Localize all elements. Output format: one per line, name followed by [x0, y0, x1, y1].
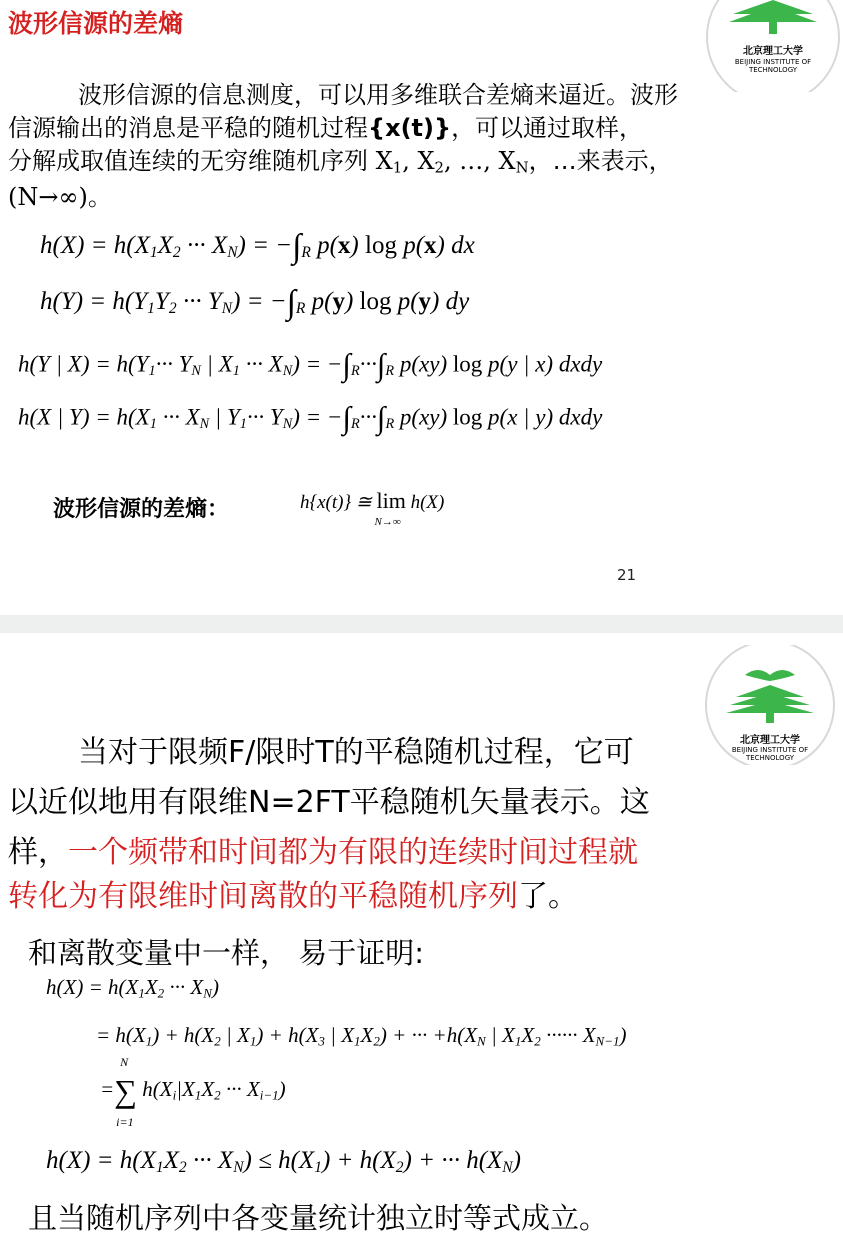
slide-separator [0, 615, 843, 633]
conclusion-line: 且当随机序列中各变量统计独立时等式成立。 [28, 1201, 609, 1235]
logo-english-line2: TECHNOLOGY [745, 754, 795, 762]
paragraph-line-4 [8, 877, 578, 917]
paragraph-line-1: 当对于限频F/限时T的平稳随机过程，它可 [78, 735, 634, 770]
slide-1 [0, 0, 843, 615]
text-run: 信源输出的消息是平稳的随机过程 [8, 114, 368, 142]
text-run: ，…来表示， [528, 147, 673, 175]
logo-university-name: 北京理工大学 [743, 46, 803, 57]
paragraph-line-1: 波形信源的信息测度，可以用多维联合差熵来逼近。波形 [78, 81, 678, 109]
process-notation: {x(t)} [368, 114, 452, 142]
university-logo [703, 0, 843, 92]
text-run: 了。 [518, 879, 578, 914]
logo-university-name: 北京理工大学 [740, 735, 800, 746]
sequence-notation: $X_1$, $X_2$, …, $X_N$ [375, 147, 529, 177]
logo-english-line1: BEIJING INSTITUTE OF [734, 58, 812, 66]
logo-english-line1: BEIJING INSTITUTE OF [731, 746, 809, 754]
highlighted-text: 一个频带和时间都为有限的连续时间过程就 [68, 835, 638, 870]
highlighted-text: 转化为有限维时间离散的平稳随机序列 [8, 879, 518, 914]
formula-joint-entropy-x: $h(X) = h(X_1X_2$ ··· $X_N) = -\int_R$ p(x) log p(x) dx [40, 228, 475, 265]
formula-waveform-diff-entropy: h{x(t)} ≅ lim N→∞ h(X) [300, 488, 445, 528]
logo-english-line2: TECHNOLOGY [748, 66, 798, 74]
text-run: 样， [8, 835, 68, 870]
formula-chain-rule-2: = $h(X_1) + h(X_2$ | $X_1) + h(X_3$ | $X_1X_2$) + ··· $+h(X_N$ | $X_1X_2$ ······ $X_{N-1}$) [96, 1023, 627, 1049]
diff-entropy-label: 波形信源的差熵： [53, 497, 230, 522]
paragraph-line-3 [8, 833, 638, 873]
slide-title: 波形信源的差熵 [8, 9, 184, 38]
paragraph-line-2: 以近似地用有限维N=2FT平稳随机矢量表示。这 [8, 785, 650, 820]
university-logo [700, 645, 840, 765]
formula-chain-rule-3: =∑ N i=1 $h(X_i|X_1X_2$ ··· $X_{i-1}$) [100, 1055, 286, 1129]
page-number: 21 [617, 566, 637, 584]
paragraph-line-3 [8, 146, 673, 176]
slide-2 [0, 633, 843, 1244]
formula-joint-entropy-y: $h(Y) = h(Y_1Y_2$ ··· $Y_N) = -\int_R$ p(y) log p(y) dy [40, 284, 470, 321]
formula-subadditivity: $h(X) = h(X_1X_2$ ··· $X_N) \le h(X_1) + h(X_2)$ + ··· $h(X_N)$ [46, 1147, 521, 1176]
formula-conditional-entropy-x-given-y: h(X | $Y) = h(X_1$ ··· $X_N$ | $Y_1\cdot\cdot\cdot Y_N) = -\int_R\cdot\cdot\cdot\int_R$ p(xy) log p(x | y) dxdy [18, 400, 603, 435]
paragraph-line-2 [8, 113, 643, 143]
paragraph-line-4: (N→∞)。 [8, 183, 112, 211]
formula-chain-rule-1: $h(X) = h(X_1X_2$ ··· $X_N$) [46, 975, 219, 1001]
formula-conditional-entropy-y-given-x: h(Y | $X) = h(Y_1\cdot\cdot\cdot Y_N$ | $X_1$ ··· $X_N) = -\int_R\cdot\cdot\cdot\int_R$ p(xy) log p(y | x) dxdy [18, 347, 603, 382]
prove-line: 和离散变量中一样， 易于证明: [28, 936, 424, 970]
text-run: ，可以通过取样， [451, 114, 644, 142]
text-run: 分解成取值连续的无穷维随机序列 [8, 147, 376, 175]
